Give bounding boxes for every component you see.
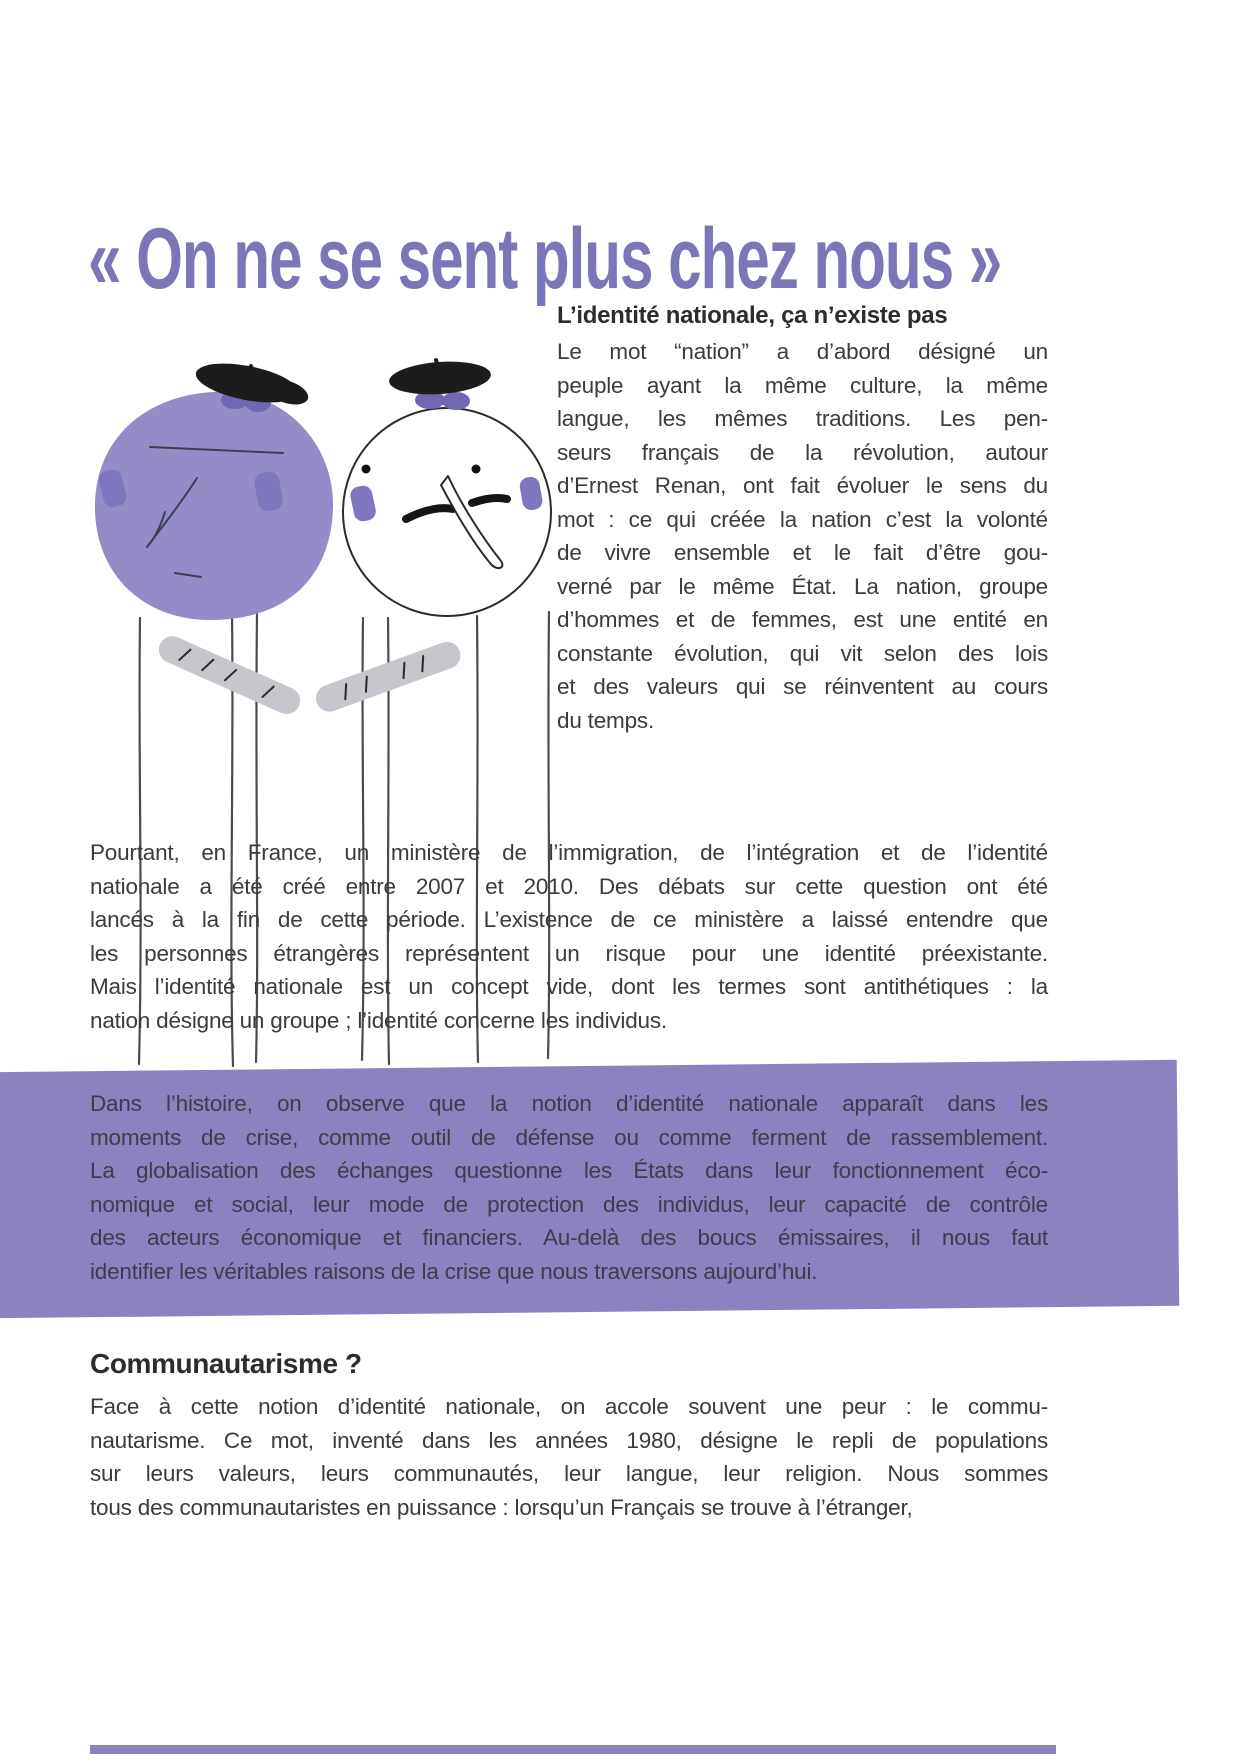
text-line: de vivre ensemble et le fait d’être gou- xyxy=(557,540,1048,565)
text-line: Mais l’identité nationale est un concept vide, dont les termes sont antithétiques : la xyxy=(90,974,1048,999)
purple-face xyxy=(95,392,333,620)
text-line: Dans l’histoire, on observe que la notion d’identité nationale apparaît dans les xyxy=(90,1091,1048,1116)
bottom-purple-strip xyxy=(90,1745,1056,1754)
text-line: des acteurs économique et financiers. Au-delà des boucs émissaires, il nous faut xyxy=(90,1225,1048,1250)
eye-right xyxy=(472,465,481,474)
text-line: tous des communautaristes en puissance : lorsqu’un Français se trouve à l’étranger, xyxy=(90,1494,913,1520)
text-line: d’Ernest Renan, ont fait évoluer le sens du xyxy=(557,473,1048,498)
text-line: mot : ce qui créée la nation c’est la volonté xyxy=(557,506,1048,532)
text-line: lancés à la fin de cette période. L’existence de ce ministère a laissé entendre que xyxy=(90,907,1048,932)
intro-paragraph xyxy=(557,335,1048,737)
text-line: verné par le même État. La nation, groupe xyxy=(557,573,1048,599)
text-line: nationale a été créé entre 2007 et 2010. Des débats sur cette question ont été xyxy=(90,873,1048,899)
text-line: et des valeurs qui se réinventent au cours xyxy=(557,674,1048,699)
text-line: constante évolution, qui vit selon des lois xyxy=(557,640,1048,666)
beret-right-icon xyxy=(388,358,492,397)
text-line: nation désigne un groupe ; l’identité concerne les individus. xyxy=(90,1007,667,1033)
text-line: langue, les mêmes traditions. Les pen- xyxy=(557,406,1048,431)
page-title: « On ne se sent plus chez nous » xyxy=(88,210,1002,307)
text-line: peuple ayant la même culture, la même xyxy=(557,372,1048,398)
text-line: du temps. xyxy=(557,707,655,733)
text-line: nomique et social, leur mode de protection des individus, leur capacité de contrôle xyxy=(90,1191,1048,1217)
text-line: d’hommes et de femmes, est une entité en xyxy=(557,607,1048,632)
communautarisme-paragraph xyxy=(90,1390,1048,1524)
text-line: nautarisme. Ce mot, inventé dans les années 1980, désigne le repli de populations xyxy=(90,1427,1048,1453)
communautarisme-heading: Communautarisme ? xyxy=(90,1348,362,1379)
eye-left xyxy=(362,465,371,474)
text-line: Le mot “nation” a d’abord désigné un xyxy=(557,339,1048,364)
text-line: seurs français de la révolution, autour xyxy=(557,439,1048,465)
text-line: Pourtant, en France, un ministère de l’immigration, de l’intégration et de l’identité xyxy=(90,840,1048,865)
text-line: identifier les véritables raisons de la crise que nous traversons aujourd’hui. xyxy=(90,1258,818,1284)
intro-heading: L’identité nationale, ça n’existe pas xyxy=(557,302,948,329)
text-line: La globalisation des échanges questionne les États dans leur fonctionnement éco- xyxy=(90,1158,1048,1183)
intro-column xyxy=(557,301,1048,737)
main-paragraph xyxy=(90,836,1048,1037)
text-line: moments de crise, comme outil de défense ou comme ferment de rassemblement. xyxy=(90,1124,1048,1150)
highlight-box-paragraph xyxy=(90,1087,1048,1288)
text-line: les personnes étrangères représentent un risque pour une identité préexistante. xyxy=(90,940,1048,966)
baguette-left-icon xyxy=(155,632,305,718)
character-left xyxy=(95,356,333,620)
text-line: sur leurs valeurs, leurs communautés, leur langue, leur religion. Nous sommes xyxy=(90,1461,1048,1486)
character-right xyxy=(343,358,551,616)
text-line: Face à cette notion d’identité nationale, on accole souvent une peur : le commu- xyxy=(90,1394,1048,1419)
